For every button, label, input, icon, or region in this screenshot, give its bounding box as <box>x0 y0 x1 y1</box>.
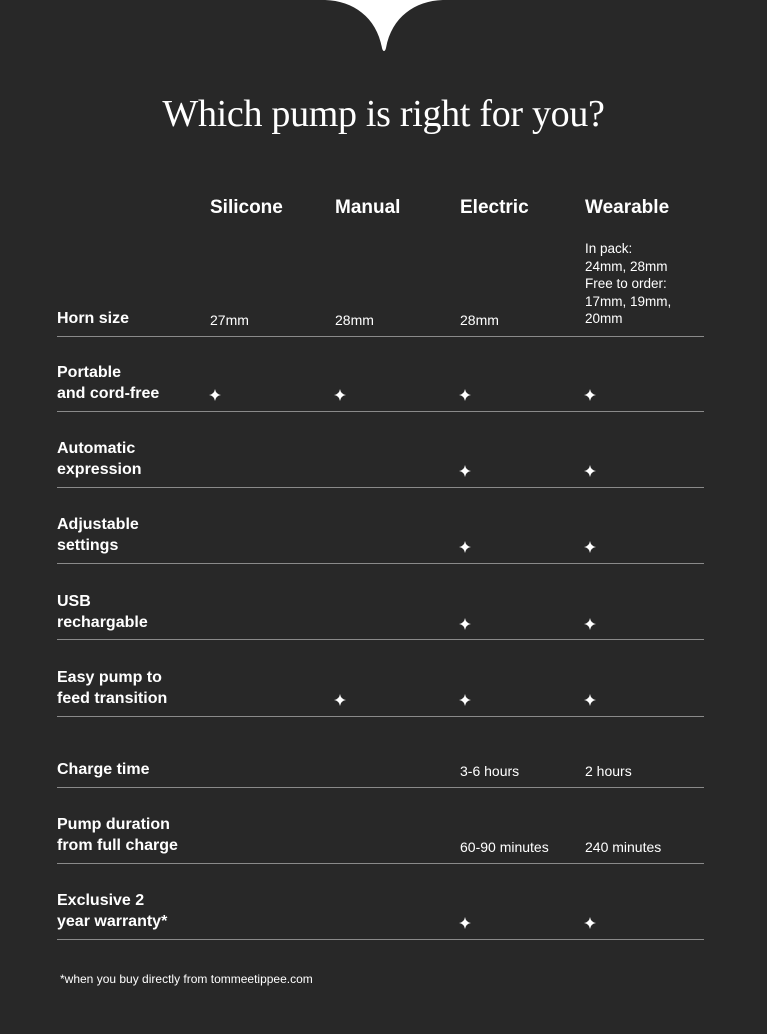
page-title: Which pump is right for you? <box>162 93 605 135</box>
row-label-line: Portable <box>57 364 122 381</box>
row-divider <box>57 787 704 788</box>
sparkle-icon <box>584 389 596 401</box>
sparkle-icon <box>584 541 596 553</box>
row-label-line: Easy pump to <box>57 669 162 686</box>
sparkle-icon <box>459 465 471 477</box>
sparkle-icon <box>459 389 471 401</box>
column-header-electric: Electric <box>460 197 529 218</box>
row-label-automatic-expression <box>57 439 141 480</box>
row-divider <box>57 863 704 864</box>
sparkle-icon <box>209 389 221 401</box>
horn-size-manual: 28mm <box>335 312 374 328</box>
row-label-line: from full charge <box>57 836 178 854</box>
column-header-manual: Manual <box>335 197 401 218</box>
row-label-line: Pump duration <box>57 816 170 833</box>
note-line: 24mm, 28mm <box>585 258 668 274</box>
row-divider <box>57 336 704 337</box>
row-label-line: feed transition <box>57 689 168 707</box>
sparkle-icon <box>584 618 596 630</box>
row-label-line: Charge time <box>57 761 150 778</box>
row-label-line: and cord-free <box>57 384 160 402</box>
row-label-charge-time <box>57 760 149 781</box>
row-label-adjustable-settings <box>57 515 139 556</box>
sparkle-icon <box>334 694 346 706</box>
wearable-horn-size-note <box>585 240 705 328</box>
note-line: 20mm <box>585 311 623 326</box>
sparkle-icon <box>584 694 596 706</box>
row-divider <box>57 939 704 940</box>
row-label-line: Exclusive 2 <box>57 892 145 909</box>
row-label-line: settings <box>57 536 119 554</box>
column-header-silicone: Silicone <box>210 197 283 218</box>
sparkle-icon <box>459 694 471 706</box>
note-line: 17mm, 19mm, <box>585 293 672 309</box>
row-label-line: Automatic <box>57 440 136 457</box>
sparkle-icon <box>459 917 471 929</box>
horn-size-silicone: 27mm <box>210 312 249 328</box>
row-divider <box>57 716 704 717</box>
row-label-line: expression <box>57 460 142 478</box>
row-label-line: Horn size <box>57 310 130 327</box>
row-label-line: Adjustable <box>57 516 139 533</box>
sparkle-icon <box>584 917 596 929</box>
row-label-line: year warranty* <box>57 912 168 930</box>
footnote: *when you buy directly from tommeetippee.com <box>60 972 313 986</box>
row-label-horn-size <box>57 309 129 330</box>
row-label-pump-to-feed <box>57 668 167 709</box>
column-header-wearable: Wearable <box>585 197 670 218</box>
sparkle-icon <box>584 465 596 477</box>
sparkle-icon <box>459 618 471 630</box>
pump-duration-wearable: 240 minutes <box>585 839 662 855</box>
note-line: Free to order: <box>585 276 667 291</box>
note-line: In pack: <box>585 241 633 256</box>
row-label-warranty <box>57 891 167 932</box>
sparkle-icon <box>459 541 471 553</box>
row-label-usb-rechargable <box>57 592 148 633</box>
row-divider <box>57 563 704 564</box>
row-divider <box>57 411 704 412</box>
pump-duration-electric: 60-90 minutes <box>460 839 549 855</box>
top-notch-shape <box>0 0 767 60</box>
row-label-pump-duration <box>57 815 178 856</box>
row-label-portable <box>57 363 159 404</box>
row-label-line: rechargable <box>57 613 148 631</box>
row-divider <box>57 639 704 640</box>
charge-time-electric: 3-6 hours <box>460 763 520 779</box>
sparkle-icon <box>334 389 346 401</box>
charge-time-wearable: 2 hours <box>585 763 632 779</box>
row-label-line: USB <box>57 593 91 610</box>
row-divider <box>57 487 704 488</box>
horn-size-electric: 28mm <box>460 312 499 328</box>
